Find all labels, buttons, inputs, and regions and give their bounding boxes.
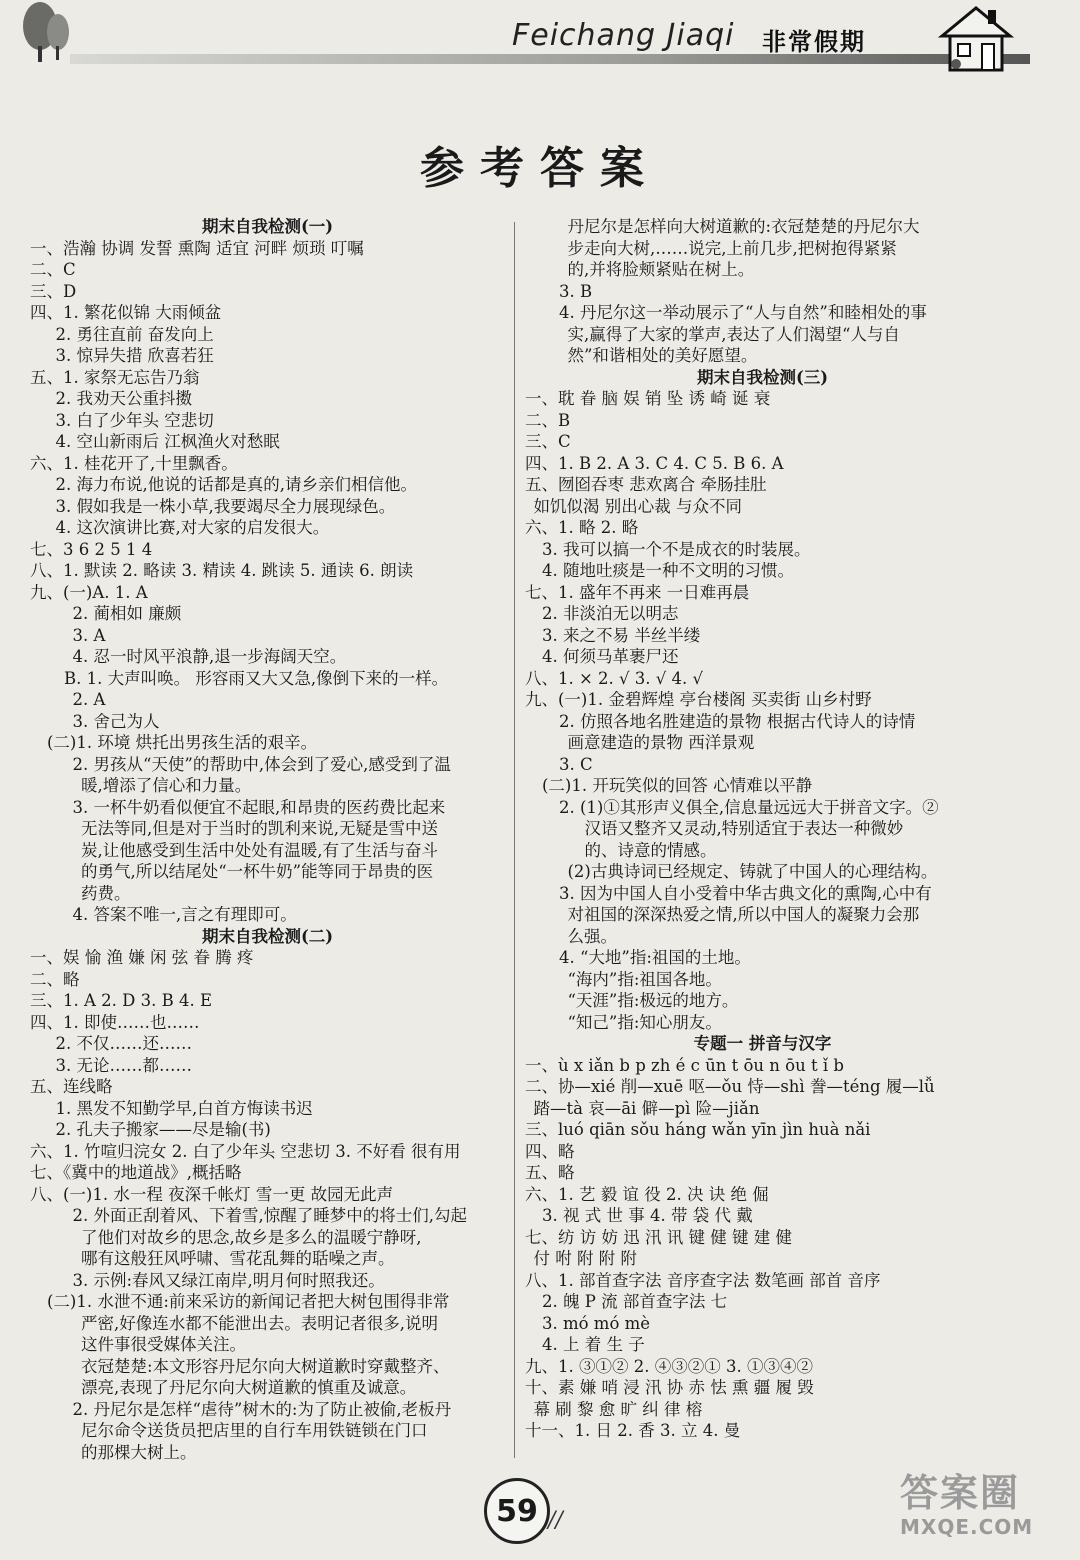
answer-line: 3. 来之不易 半丝半缕 [542, 625, 701, 645]
page-number: 59 [484, 1478, 550, 1544]
answer-line: 3. 白了少年头 空悲切 [55, 410, 214, 430]
answer-line: 1. 黑发不知勤学早,白首方悔读书迟 [55, 1098, 313, 1118]
answer-line: 3. 无论……都…… [55, 1055, 192, 1075]
answer-line: 4. 随地吐痰是一种不文明的习惯。 [542, 561, 794, 580]
answer-line: 3. 因为中国人自小受着中华古典文化的熏陶,心中有 [559, 883, 932, 903]
answer-line: 4. 何须马革裹尸还 [542, 647, 679, 666]
answer-line: 3. 惊异失措 欣喜若狂 [55, 346, 214, 365]
answer-line: “天涯”指:极远的地方。 [567, 991, 739, 1010]
answer-line: 四、1. B 2. A 3. C 4. C 5. B 6. A [525, 453, 784, 473]
answer-line: 4. 答案不唯一,言之有理即可。 [72, 905, 297, 924]
answer-line: 一、娱 愉 渔 嫌 闲 弦 眷 腾 疼 [30, 948, 254, 967]
answer-line: 对祖国的深深热爱之情,所以中国人的凝聚力会那 [567, 905, 920, 924]
answer-line: 2. 不仅……还…… [55, 1034, 192, 1053]
answer-line: 三、luó qiān sǒu háng wǎn yīn jìn huà nǎi [525, 1120, 871, 1139]
answer-line: 3. 假如我是一株小草,我要竭尽全力展现绿色。 [55, 496, 396, 516]
answer-line: 3. mó mó mè [542, 1313, 651, 1333]
answer-line: 2. (1)①其形声义俱全,信息量远远大于拼音文字。② [559, 797, 939, 817]
answer-line: 4. 忍一时风平浪静,退一步海阔天空。 [72, 647, 347, 666]
answer-line: 2. 仿照各地名胜建造的景物 根据古代诗人的诗情 [559, 711, 916, 731]
answer-line: 4. 上 着 生 子 [542, 1335, 645, 1354]
answer-line: 无法等同,但是对于当时的凯利来说,无疑是雪中送 [81, 819, 438, 838]
answer-line: 八、1. 部首查字法 音序查字法 数笔画 部首 音序 [525, 1270, 881, 1290]
right-column [525, 216, 1000, 1442]
answer-line: 八、(一)1. 水一程 夜深千帐灯 雪一更 故园无此声 [30, 1184, 394, 1204]
watermark-text: 答案圈 [900, 1471, 1021, 1515]
answer-line: 尼尔命令送货员把店里的自行车用铁链锁在门口 [81, 1421, 428, 1440]
answer-line: 2. 我劝天公重抖擞 [55, 389, 192, 408]
answer-line: 三、1. A 2. D 3. B 4. E [30, 991, 212, 1010]
answer-line: 这件事很受媒体关注。 [81, 1335, 246, 1354]
answer-line: 2. 外面正刮着风、下着雪,惊醒了睡梦中的将士们,勾起 [72, 1206, 467, 1225]
answer-line: 一、ù x iǎn b p zh é c ūn t ōu n ōu t ǐ b [525, 1055, 844, 1075]
answer-line: 付 咐 附 附 附 [533, 1249, 637, 1268]
answer-line: 七、纺 访 妨 迅 汛 讯 键 健 键 建 健 [525, 1227, 792, 1247]
answer-line: 四、略 [525, 1141, 575, 1161]
answer-line: 4. “大地”指:祖国的土地。 [559, 948, 751, 967]
answer-line: 十一、1. 日 2. 香 3. 立 4. 曼 [525, 1421, 741, 1440]
answer-line: 然”和谐相处的美好愿望。 [567, 346, 758, 365]
answer-line: 八、1. 默读 2. 略读 3. 精读 4. 跳读 5. 通读 6. 朗读 [30, 561, 414, 580]
answer-line: 2. 勇往直前 奋发向上 [55, 324, 214, 344]
answer-line: 六、1. 竹喧归浣女 2. 白了少年头 空悲切 3. 不好看 很有用 [30, 1141, 461, 1161]
answer-line: 2. 男孩从“天使”的帮助中,体会到了爱心,感受到了温 [72, 754, 451, 774]
answer-line: “知己”指:知心朋友。 [567, 1012, 722, 1032]
answer-line: 五、略 [525, 1163, 575, 1182]
answer-line: 六、1. 艺 毅 谊 役 2. 决 诀 绝 倔 [525, 1184, 769, 1204]
answer-line: 十、素 嫌 哨 浸 汛 协 赤 怯 熏 疆 履 毁 [525, 1378, 814, 1397]
answer-line: 的、诗意的情感。 [584, 840, 717, 860]
answer-line: 哪有这般狂风呼啸、雪花乱舞的聒噪之声。 [81, 1249, 395, 1268]
answer-line: 3. B [559, 281, 593, 301]
answer-line: (二)1. 开玩笑似的回答 心情难以平静 [542, 776, 813, 795]
answer-line: 3. 示例:春风又绿江南岸,明月何时照我还。 [72, 1270, 385, 1290]
left-column [30, 216, 505, 1463]
answer-line: 如饥似渴 别出心裁 与众不同 [533, 496, 742, 516]
answer-line: 2. 蔺相如 廉颇 [72, 604, 182, 623]
answer-line: 一、浩瀚 协调 发誓 熏陶 适宜 河畔 烦琐 叮嘱 [30, 238, 364, 258]
answer-line: 2. 孔夫子搬家——尽是输(书) [55, 1120, 271, 1139]
answer-line: 五、连线略 [30, 1077, 113, 1096]
answer-line: 踏—tà 哀—āi 僻—pì 险—jiǎn [533, 1098, 760, 1118]
answer-line: “海内”指:祖国各地。 [567, 969, 722, 989]
answer-line: 3. 舍己为人 [72, 711, 160, 731]
answer-line: 八、1. × 2. √ 3. √ 4. √ [525, 668, 704, 688]
brand-latin: Feichang Jiaqi [512, 18, 735, 53]
section-heading: 期末自我检测(三) [696, 367, 829, 387]
answer-line: 实,赢得了大家的掌声,表达了人们渴望“人与自 [567, 324, 900, 344]
answer-line: B. 1. 大声叫唤。 形容雨又大又急,像倒下来的一样。 [64, 668, 449, 688]
answer-line: 3. C [559, 754, 593, 774]
answer-line: 四、1. 即使……也…… [30, 1012, 200, 1032]
answer-line: 炭,让他感受到生活中处处有温暖,有了生活与奋斗 [81, 840, 438, 860]
answer-line: 一、耽 眷 脑 娱 销 坠 诱 崎 诞 衰 [525, 389, 771, 408]
answer-line: 严密,好像连水都不能泄出去。表明记者很多,说明 [81, 1313, 438, 1333]
answer-line: 二、协—xié 削—xuē 呕—ǒu 恃—shì 誊—téng 履—lǚ [525, 1077, 935, 1096]
answer-line: 步走向大树,……说完,上前几步,把树抱得紧紧 [567, 238, 897, 258]
answer-line: 画意建造的景物 西洋景观 [567, 733, 755, 752]
answer-line: 五、1. 家祭无忘告乃翁 [30, 367, 200, 387]
section-heading: 期末自我检测(一) [201, 217, 334, 236]
answer-line: 漂亮,表现了丹尼尔向大树道歉的慎重及诚意。 [81, 1378, 417, 1397]
answer-line: 三、D [30, 281, 77, 301]
page-title: 参考答案 [420, 143, 660, 194]
decorative-slashes: // [548, 1508, 563, 1533]
answer-line: 五、囫囵吞枣 悲欢离合 牵肠挂肚 [525, 475, 767, 494]
section-heading: 期末自我检测(二) [201, 926, 334, 946]
answer-line: (2)古典诗词已经规定、铸就了中国人的心理结构。 [567, 862, 938, 881]
answer-line: 2. A [72, 690, 106, 709]
answer-line: 的,并将脸颊紧贴在树上。 [567, 260, 755, 279]
answer-line: 暖,增添了信心和力量。 [81, 776, 252, 795]
answer-line: 么强。 [567, 926, 617, 946]
answer-line: (二)1. 水泄不通:前来采访的新闻记者把大树包围得非常 [47, 1292, 450, 1311]
answer-line: 二、C [30, 260, 76, 279]
answer-line: 六、1. 略 2. 略 [525, 518, 639, 537]
answer-line: 四、1. 繁花似锦 大雨倾盆 [30, 303, 222, 322]
answer-line: 幕 刷 黎 愈 旷 纠 律 榕 [533, 1399, 703, 1419]
answer-line: 4. 丹尼尔这一举动展示了“人与自然”和睦相处的事 [559, 303, 927, 322]
answer-line: 的那棵大树上。 [81, 1442, 197, 1462]
answer-line: 药费。 [81, 883, 131, 903]
answer-line: 了他们对故乡的思念,故乡是多么的温暖宁静呀, [81, 1227, 422, 1247]
answer-line: 九、(一)1. 金碧辉煌 亭台楼阁 买卖街 山乡村野 [525, 690, 872, 709]
brand-chinese: 非常假期 [762, 28, 866, 56]
answer-line: 2. 海力布说,他说的话都是真的,请乡亲们相信他。 [55, 475, 417, 494]
answer-line: 衣冠楚楚:本文形容丹尼尔向大树道歉时穿戴整齐、 [81, 1356, 450, 1376]
answer-line: 2. 非淡泊无以明志 [542, 604, 679, 623]
answer-line: 2. 丹尼尔是怎样“虐待”树木的:为了防止被偷,老板丹 [72, 1399, 452, 1419]
page-header [0, 0, 1080, 80]
answer-line: 的勇气,所以结尾处“一杯牛奶”能等同于昂贵的医 [81, 862, 434, 881]
answer-line: 七、1. 盛年不再来 一日难再晨 [525, 582, 750, 602]
house-icon [936, 2, 1016, 74]
answer-line: 七、《冀中的地道战》,概括略 [30, 1163, 242, 1182]
answer-line: 4. 这次演讲比赛,对大家的启发很大。 [55, 518, 330, 537]
answer-line: 六、1. 桂花开了,十里飘香。 [30, 453, 238, 473]
answer-line: 七、3 6 2 5 1 4 [30, 539, 153, 559]
answer-line: 3. 我可以搞一个不是成衣的时装展。 [542, 539, 811, 559]
watermark-logo [900, 1462, 1070, 1552]
answer-line: 九、1. ③①② 2. ④③②① 3. ①③④② [525, 1356, 813, 1376]
answer-line: 九、(一)A. 1. A [30, 582, 148, 602]
watermark-url: MXQE.COM [900, 1515, 1034, 1539]
answer-line: 丹尼尔是怎样向大树道歉的:衣冠楚楚的丹尼尔大 [567, 217, 920, 236]
answer-line: 三、C [525, 432, 571, 451]
tree-icon [18, 0, 74, 64]
answer-line: (二)1. 环境 烘托出男孩生活的艰辛。 [47, 733, 318, 752]
answer-line: 二、B [525, 410, 571, 430]
header-band [70, 54, 1030, 64]
answer-line: 4. 空山新雨后 江枫渔火对愁眠 [55, 432, 280, 451]
answer-line: 3. A [72, 625, 106, 645]
answer-line: 3. 视 式 世 事 4. 带 袋 代 戴 [542, 1206, 753, 1225]
answer-line: 2. 魄 P 流 部首查字法 七 [542, 1292, 728, 1311]
answer-line: 汉语又整齐又灵动,特别适宜于表达一种微妙 [584, 819, 904, 838]
answer-line: 3. 一杯牛奶看似便宜不起眼,和昂贵的医药费比起来 [72, 797, 446, 817]
column-divider [514, 222, 515, 1458]
section-heading: 专题一 拼音与汉字 [693, 1034, 832, 1053]
answer-line: 二、略 [30, 969, 80, 989]
